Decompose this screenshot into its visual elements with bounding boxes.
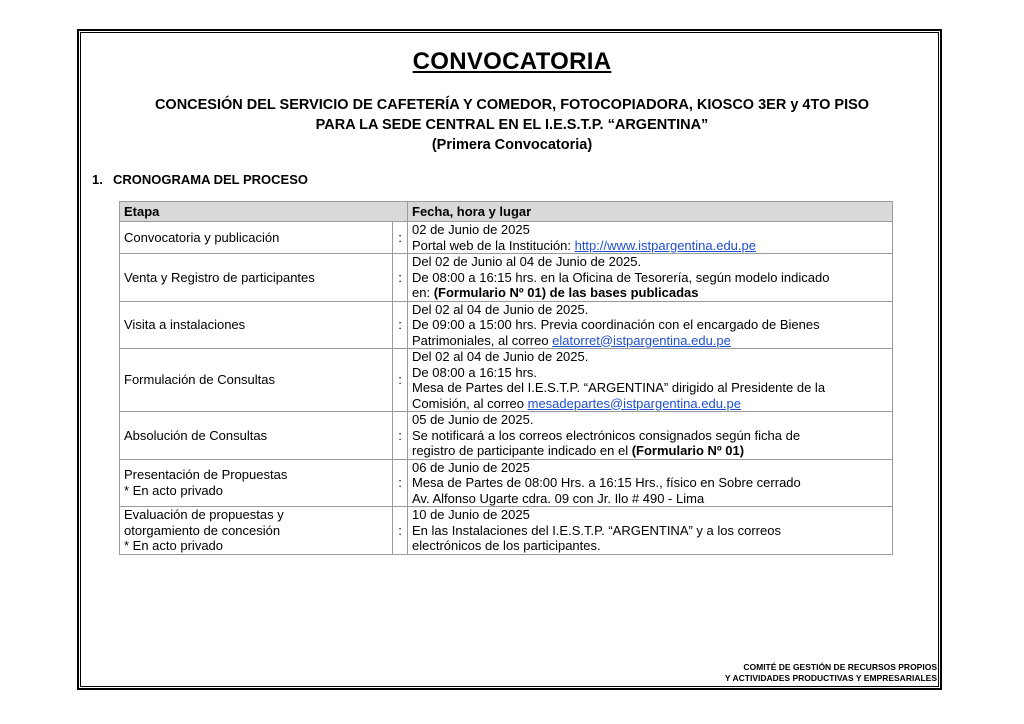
detail-cell bbox=[408, 412, 893, 460]
stage-note: * En acto privado bbox=[124, 482, 224, 498]
table-row bbox=[120, 349, 893, 412]
stage-cell bbox=[120, 349, 393, 412]
detail-line bbox=[412, 396, 888, 412]
table-row bbox=[120, 507, 893, 555]
detail-text: en: bbox=[412, 285, 434, 300]
detail-line: Del 02 de Junio al 04 de Junio de 2025. bbox=[412, 254, 642, 269]
detail-line: Se notificará a los correos electrónicos consignados según ficha de bbox=[412, 427, 801, 443]
detail-bold: (Formulario Nº 01) de las bases publicadas bbox=[433, 285, 699, 300]
stage-label: otorgamiento de concesión bbox=[124, 522, 281, 538]
detail-line: Av. Alfonso Ugarte cdra. 09 con Jr. Ilo # 490 - Lima bbox=[412, 490, 705, 506]
stage-cell bbox=[120, 254, 393, 302]
detail-line bbox=[412, 443, 888, 459]
separator: : bbox=[393, 459, 408, 507]
separator: : bbox=[393, 349, 408, 412]
separator: : bbox=[393, 254, 408, 302]
detail-line bbox=[412, 285, 888, 301]
detail-line: En las Instalaciones del I.E.S.T.P. “ARGENTINA” y a los correos bbox=[412, 522, 781, 538]
detail-cell bbox=[408, 459, 893, 507]
detail-text: Patrimoniales, al correo bbox=[412, 332, 553, 348]
stage-label: Evaluación de propuestas y bbox=[124, 507, 284, 522]
subtitle-line-3: (Primera Convocatoria) bbox=[431, 137, 593, 153]
detail-line: De 08:00 a 16:15 hrs. bbox=[412, 364, 538, 380]
detail-cell bbox=[408, 222, 893, 254]
detail-line: De 09:00 a 15:00 hrs. Previa coordinación con el encargado de Bienes bbox=[412, 317, 820, 332]
detail-text: registro de participante indicado en el bbox=[412, 443, 632, 458]
stage-label: Visita a instalaciones bbox=[124, 317, 246, 332]
stage-label: Convocatoria y publicación bbox=[124, 229, 280, 245]
detail-cell bbox=[408, 301, 893, 349]
detail-line: Mesa de Partes del I.E.S.T.P. “ARGENTINA” dirigido al Presidente de la bbox=[412, 380, 826, 395]
document-title: CONVOCATORIA bbox=[412, 48, 612, 75]
stage-label: Absolución de Consultas bbox=[124, 427, 268, 443]
stage-label: Presentación de Propuestas bbox=[124, 467, 288, 483]
stage-cell bbox=[120, 222, 393, 254]
document-subtitle bbox=[80, 95, 944, 155]
stage-label: Formulación de Consultas bbox=[124, 372, 276, 388]
detail-line: 06 de Junio de 2025 bbox=[412, 459, 530, 475]
detail-line bbox=[412, 333, 888, 349]
table-row bbox=[120, 412, 893, 460]
table-row bbox=[120, 301, 893, 349]
stage-label: Venta y Registro de participantes bbox=[124, 269, 315, 285]
stage-cell bbox=[120, 459, 393, 507]
detail-line: electrónicos de los participantes. bbox=[412, 538, 601, 553]
separator: : bbox=[393, 301, 408, 349]
detail-bold: (Formulario Nº 01) bbox=[631, 443, 745, 458]
detail-text: Portal web de la Institución: bbox=[412, 237, 575, 253]
detail-line: Del 02 al 04 de Junio de 2025. bbox=[412, 349, 589, 364]
email-link[interactable]: elatorret@istpargentina.edu.pe bbox=[552, 332, 731, 348]
detail-line bbox=[412, 238, 888, 254]
stage-cell bbox=[120, 507, 393, 555]
header-stage: Etapa bbox=[120, 202, 408, 222]
detail-cell bbox=[408, 349, 893, 412]
detail-cell bbox=[408, 507, 893, 555]
schedule-table bbox=[119, 201, 893, 555]
stage-note: * En acto privado bbox=[124, 538, 224, 553]
subtitle-line-2: PARA LA SEDE CENTRAL EN EL I.E.S.T.P. “ARGENTINA” bbox=[315, 117, 709, 133]
separator: : bbox=[393, 222, 408, 254]
table-row bbox=[120, 459, 893, 507]
detail-line: Mesa de Partes de 08:00 Hrs. a 16:15 Hrs., físico en Sobre cerrado bbox=[412, 475, 801, 490]
table-header-row bbox=[120, 202, 893, 222]
section-heading bbox=[92, 172, 308, 187]
stage-cell bbox=[120, 412, 393, 460]
stage-cell bbox=[120, 301, 393, 349]
detail-line: 02 de Junio de 2025 bbox=[412, 222, 530, 237]
footer-line-2: Y ACTIVIDADES PRODUCTIVAS Y EMPRESARIALES bbox=[724, 673, 937, 683]
website-link[interactable]: http://www.istpargentina.edu.pe bbox=[574, 237, 756, 253]
table-row bbox=[120, 254, 893, 302]
detail-line: 05 de Junio de 2025. bbox=[412, 412, 534, 427]
email-link[interactable]: mesadepartes@istpargentina.edu.pe bbox=[527, 395, 741, 411]
section-title: CRONOGRAMA DEL PROCESO bbox=[113, 172, 309, 187]
detail-line: Del 02 al 04 de Junio de 2025. bbox=[412, 301, 589, 317]
detail-text: Comisión, al correo bbox=[412, 395, 528, 411]
table-row bbox=[120, 222, 893, 254]
footer-line-1: COMITÉ DE GESTIÓN DE RECURSOS PROPIOS bbox=[743, 662, 937, 672]
header-detail: Fecha, hora y lugar bbox=[408, 202, 893, 222]
separator: : bbox=[393, 507, 408, 555]
subtitle-line-1: CONCESIÓN DEL SERVICIO DE CAFETERÍA Y COMEDOR, FOTOCOPIADORA, KIOSCO 3ER y 4TO PISO bbox=[154, 97, 870, 113]
committee-footer bbox=[725, 662, 937, 684]
detail-line: De 08:00 a 16:15 hrs. en la Oficina de Tesorería, según modelo indicado bbox=[412, 269, 830, 285]
section-number: 1. bbox=[92, 172, 103, 187]
detail-line: 10 de Junio de 2025 bbox=[412, 507, 530, 522]
detail-cell bbox=[408, 254, 893, 302]
separator: : bbox=[393, 412, 408, 460]
